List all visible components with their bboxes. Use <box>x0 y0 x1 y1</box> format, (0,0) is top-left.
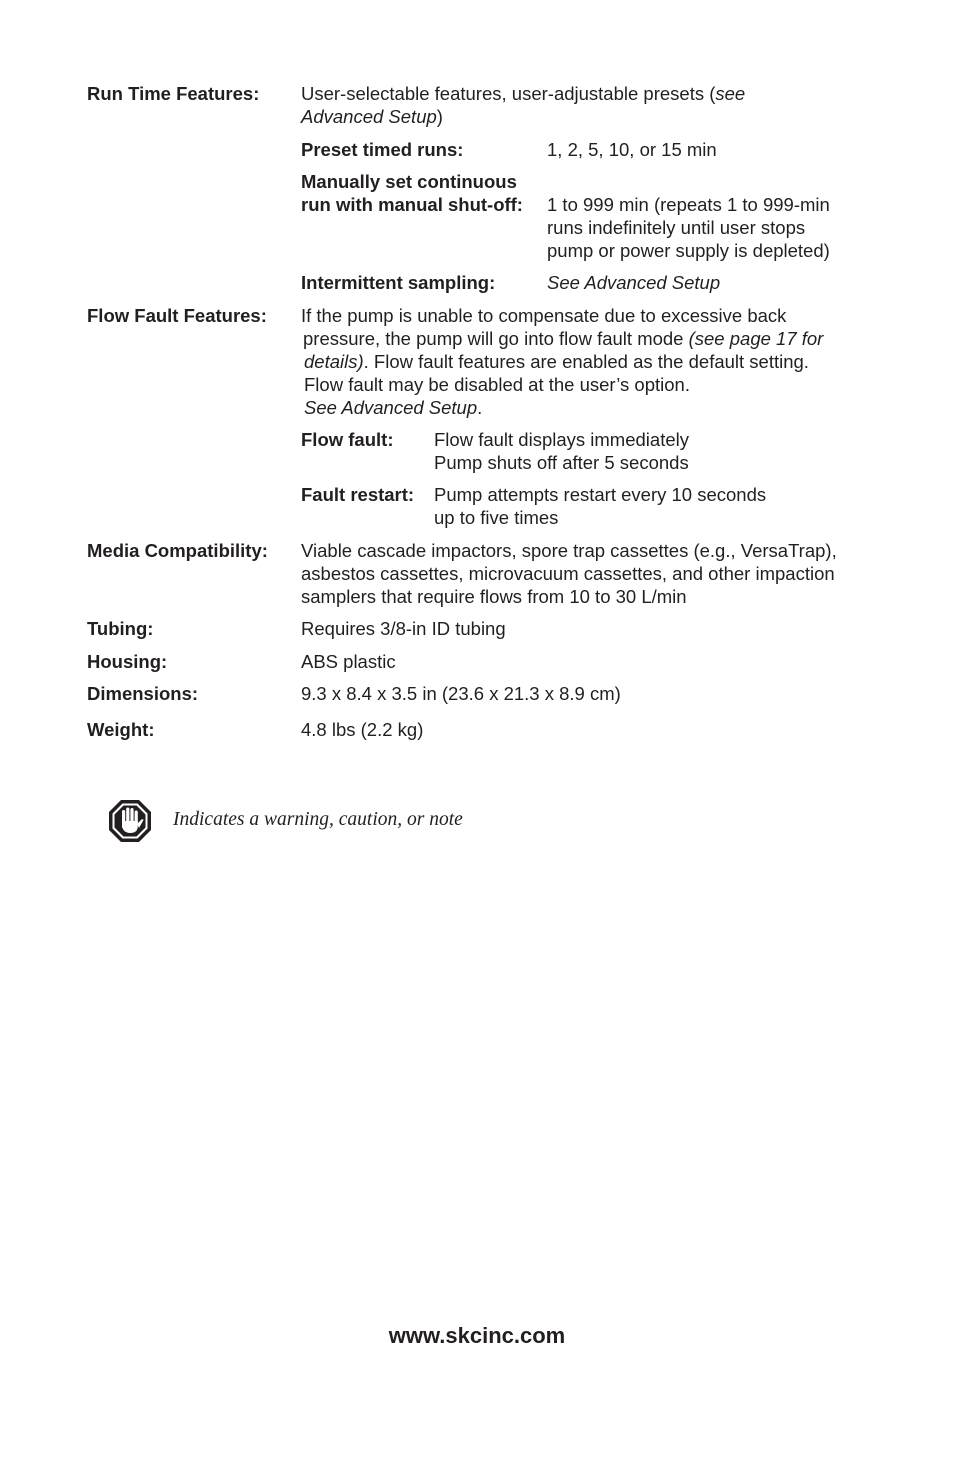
flow-fault-desc-advanced-setup: See Advanced Setup <box>304 397 478 418</box>
manual-run-label <box>301 170 523 216</box>
flow-fault-label: Flow fault: <box>301 429 394 450</box>
manual-run-value-line3: pump or power supply is depleted) <box>547 240 830 261</box>
housing-label: Housing: <box>87 651 168 672</box>
weight-value: 4.8 lbs (2.2 kg) <box>301 719 424 740</box>
stop-hand-icon <box>108 799 152 843</box>
weight-label: Weight: <box>87 719 155 740</box>
manual-run-label-line1: Manually set continuous <box>301 171 517 192</box>
flow-fault-features-label: Flow Fault Features: <box>87 305 267 326</box>
manual-run-value-line2: runs indefinitely until user stops <box>547 217 806 238</box>
fault-restart-value-line1: Pump attempts restart every 10 seconds <box>434 484 767 505</box>
legend-note: Indicates a warning, caution, or note <box>173 809 463 830</box>
tubing-label: Tubing: <box>87 618 154 639</box>
dimensions-value: 9.3 x 8.4 x 3.5 in (23.6 x 21.3 x 8.9 cm) <box>301 683 621 704</box>
preset-timed-runs-value: 1, 2, 5, 10, or 15 min <box>547 139 717 160</box>
run-time-desc-close: ) <box>436 106 443 127</box>
run-time-description <box>301 82 745 128</box>
flow-fault-desc-period: . <box>477 397 483 418</box>
fault-restart-label: Fault restart: <box>301 484 415 505</box>
media-line2: asbestos cassettes, microvacuum cassettes, and other impaction <box>301 563 835 584</box>
manual-run-value-line1: 1 to 999 min (repeats 1 to 999-min <box>547 194 830 215</box>
flow-fault-desc-line3: . Flow fault features are enabled as the default setting. <box>363 351 809 372</box>
flow-fault-value-line2: Pump shuts off after 5 seconds <box>434 452 689 473</box>
flow-fault-desc-page-ref: (see page 17 for <box>688 328 824 349</box>
flow-fault-description <box>301 304 823 419</box>
fault-restart-value <box>434 483 766 529</box>
flow-fault-value-line1: Flow fault displays immediately <box>434 429 689 450</box>
housing-value: ABS plastic <box>301 651 396 672</box>
media-compatibility-label: Media Compatibility: <box>87 540 268 561</box>
run-time-desc-advanced-setup: Advanced Setup <box>301 106 437 127</box>
flow-fault-desc-line1: If the pump is unable to compensate due to excessive back <box>301 305 787 326</box>
media-line3: samplers that require flows from 10 to 30 L/min <box>301 586 687 607</box>
dimensions-label: Dimensions: <box>87 683 199 704</box>
run-time-desc-text: User-selectable features, user-adjustable presets ( <box>301 83 716 104</box>
flow-fault-desc-line4: Flow fault may be disabled at the user’s option. <box>304 374 690 395</box>
footer-url[interactable]: www.skcinc.com <box>388 1323 566 1348</box>
media-compatibility-value <box>301 539 837 608</box>
intermittent-sampling-value: See Advanced Setup <box>547 272 721 293</box>
flow-fault-desc-line2: pressure, the pump will go into flow fault mode <box>303 328 689 349</box>
tubing-value: Requires 3/8-in ID tubing <box>301 618 506 639</box>
run-time-label: Run Time Features: <box>87 83 260 104</box>
media-line1: Viable cascade impactors, spore trap cassettes (e.g., VersaTrap), <box>301 540 837 561</box>
manual-run-value <box>547 193 830 262</box>
preset-timed-runs-label: Preset timed runs: <box>301 139 464 160</box>
manual-run-label-line2: run with manual shut-off: <box>301 194 523 215</box>
fault-restart-value-line2: up to five times <box>434 507 559 528</box>
intermittent-sampling-label: Intermittent sampling: <box>301 272 496 293</box>
flow-fault-value <box>434 428 689 474</box>
run-time-desc-see: see <box>715 83 746 104</box>
flow-fault-desc-details: details) <box>304 351 364 372</box>
